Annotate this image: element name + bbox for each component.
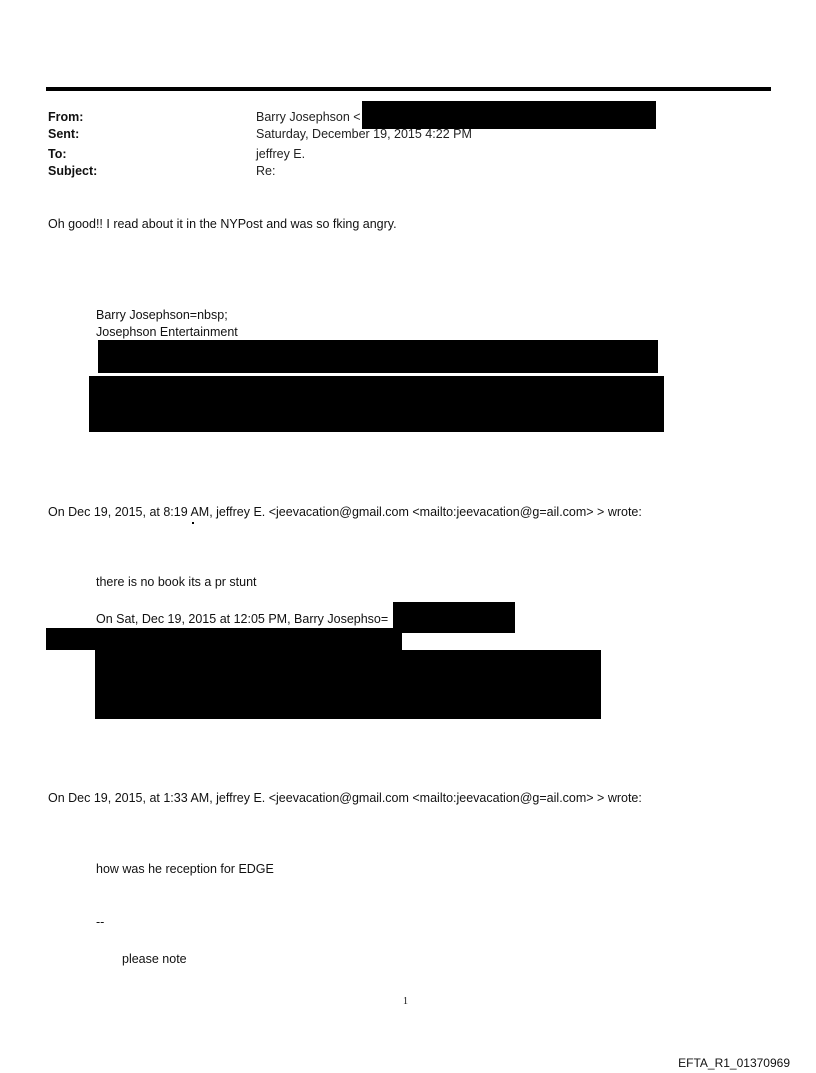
stray-mark [192,522,194,524]
redaction-signature-2 [89,376,664,432]
page-number: 1 [403,996,408,1007]
to-value: jeffrey E. [256,147,306,161]
subject-value: Re: [256,164,276,178]
from-label: From: [48,110,84,124]
to-label: To: [48,147,67,161]
quote3-text: how was he reception for EDGE [96,862,274,876]
from-value: Barry Josephson < [256,110,361,124]
header-rule [46,87,771,91]
redaction-quote2-body [95,650,601,719]
signature-name: Barry Josephson=nbsp; [96,308,228,322]
sent-label: Sent: [48,127,80,141]
quote1-header: On Dec 19, 2015, at 8:19 AM, jeffrey E. <jeevacation@gmail.com <mailto:jeevacation@g=ail.com> > wrote: [48,505,642,519]
signature-separator: -- [96,915,105,929]
please-note: please note [122,952,187,966]
quote1-text: there is no book its a pr stunt [96,575,257,589]
reply-line: Oh good!! I read about it in the NYPost and was so fking angry. [48,217,397,231]
subject-label: Subject: [48,164,98,178]
quote2-header: On Sat, Dec 19, 2015 at 12:05 PM, Barry Josephso= [96,612,389,626]
redaction-from-email [362,101,656,129]
sent-value: Saturday, December 19, 2015 4:22 PM [256,127,472,141]
redaction-quote2-email [393,602,515,633]
redaction-signature-1 [98,340,658,373]
quote3-header: On Dec 19, 2015, at 1:33 AM, jeffrey E. <jeevacation@gmail.com <mailto:jeevacation@g=ail.com> > wrote: [48,791,642,805]
bates-number: EFTA_R1_01370969 [678,1056,790,1070]
signature-company: Josephson Entertainment [96,325,238,339]
redaction-quote2-line [46,628,402,650]
